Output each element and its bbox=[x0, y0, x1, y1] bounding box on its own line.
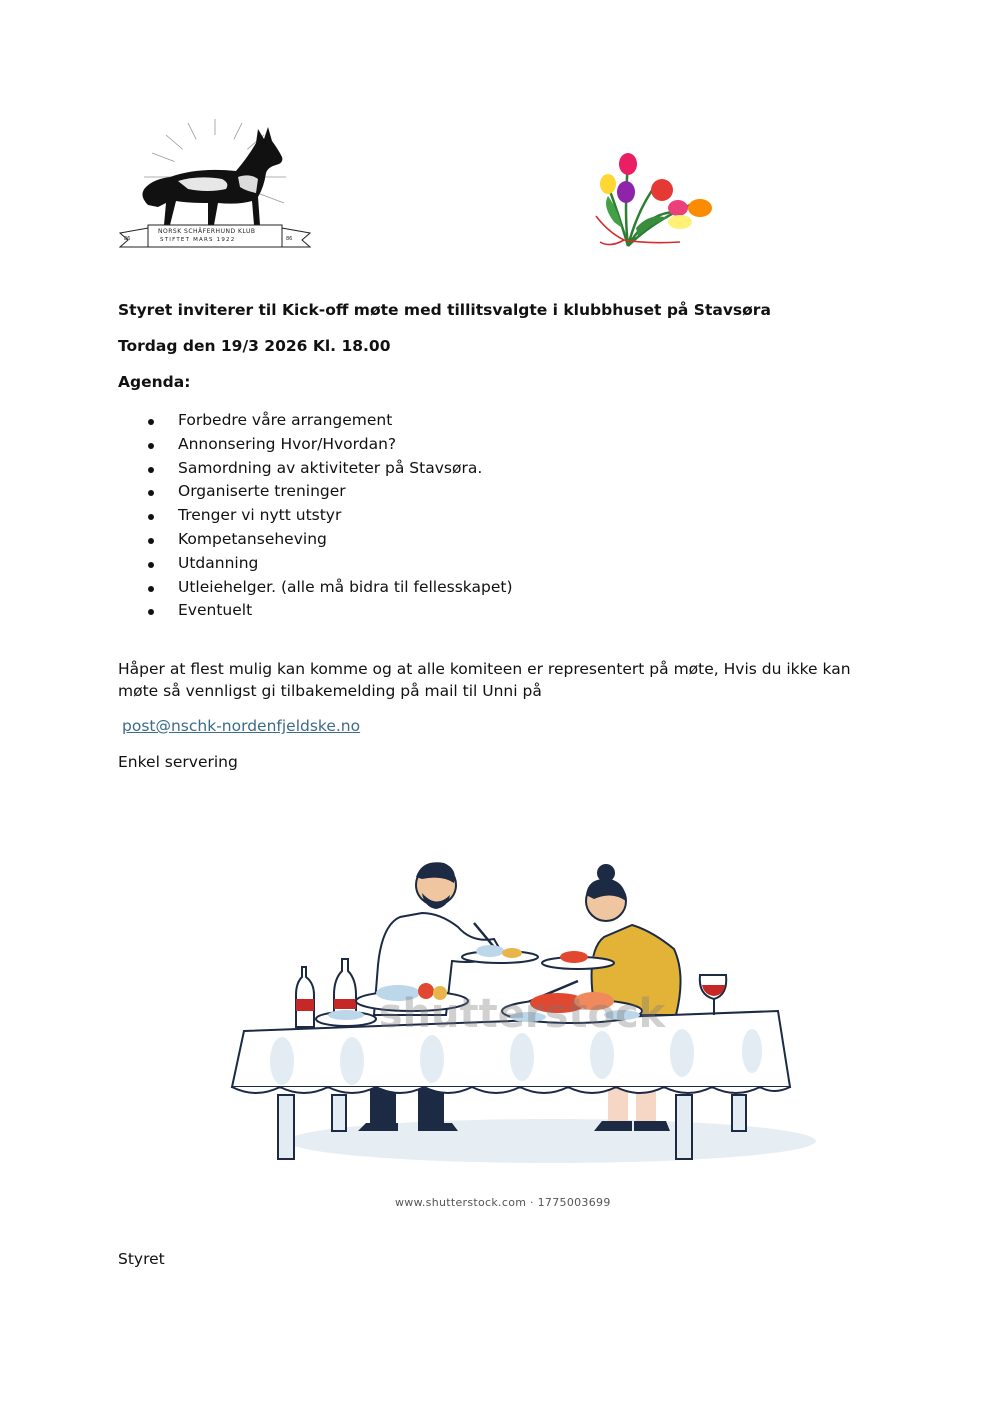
agenda-item-text: Eventuelt bbox=[178, 601, 253, 620]
agenda-heading: Agenda: bbox=[118, 373, 191, 391]
list-item bbox=[118, 504, 513, 528]
bullet-icon bbox=[148, 514, 154, 520]
logo-founded: STIFTET MARS 1922 bbox=[160, 237, 236, 243]
bullet-icon bbox=[148, 467, 154, 473]
list-item bbox=[118, 576, 513, 600]
bullet-icon bbox=[148, 490, 154, 496]
bullet-icon bbox=[148, 538, 154, 544]
invite-title: Styret inviterer til Kick-off møte med tillitsvalgte i klubbhuset på Stavsøra bbox=[118, 301, 771, 319]
logo-side-left: 86 bbox=[124, 236, 131, 242]
agenda-item-text: Utdanning bbox=[178, 553, 259, 572]
dinner-illustration bbox=[222, 855, 822, 1175]
bullet-icon bbox=[148, 443, 154, 449]
agenda-item-text: Samordning av aktiviteter på Stavsøra. bbox=[178, 458, 483, 477]
email-link[interactable]: post@nschk-nordenfjeldske.no bbox=[122, 717, 361, 735]
list-item bbox=[118, 480, 513, 504]
meeting-date: Tordag den 19/3 2026 Kl. 18.00 bbox=[118, 337, 391, 355]
list-item bbox=[118, 552, 513, 576]
agenda-item-text: Trenger vi nytt utstyr bbox=[178, 506, 342, 525]
bullet-icon bbox=[148, 609, 154, 615]
list-item bbox=[118, 599, 513, 623]
list-item bbox=[118, 528, 513, 552]
serving-note: Enkel servering bbox=[118, 753, 238, 771]
agenda-list bbox=[118, 409, 513, 623]
watermark-text: shutterstock bbox=[378, 991, 666, 1037]
logo-club-name: NORSK SCHÄFERHUND KLUB bbox=[158, 228, 256, 235]
bullet-icon bbox=[148, 419, 154, 425]
body-paragraph: Håper at flest mulig kan komme og at alle komiteen er representert på møte, Hvis du ikke kan møte så vennligst gi tilbakemelding på mail til Unni på bbox=[118, 660, 851, 700]
list-item bbox=[118, 433, 513, 457]
image-credit: www.shutterstock.com · 1775003699 bbox=[395, 1196, 611, 1209]
agenda-item-text: Annonsering Hvor/Hvordan? bbox=[178, 434, 397, 453]
agenda-item-text: Utleiehelger. (alle må bidra til fellesskapet) bbox=[178, 577, 513, 596]
agenda-item-text: Organiserte treninger bbox=[178, 482, 346, 501]
logo-side-right: 86 bbox=[286, 236, 293, 242]
tulip-bouquet-image bbox=[588, 152, 716, 252]
bullet-icon bbox=[148, 586, 154, 592]
agenda-item-text: Kompetanseheving bbox=[178, 529, 327, 548]
agenda-item-text: Forbedre våre arrangement bbox=[178, 411, 393, 429]
list-item bbox=[118, 409, 513, 433]
bullet-icon bbox=[148, 562, 154, 568]
list-item bbox=[118, 457, 513, 481]
signoff: Styret bbox=[118, 1250, 165, 1268]
